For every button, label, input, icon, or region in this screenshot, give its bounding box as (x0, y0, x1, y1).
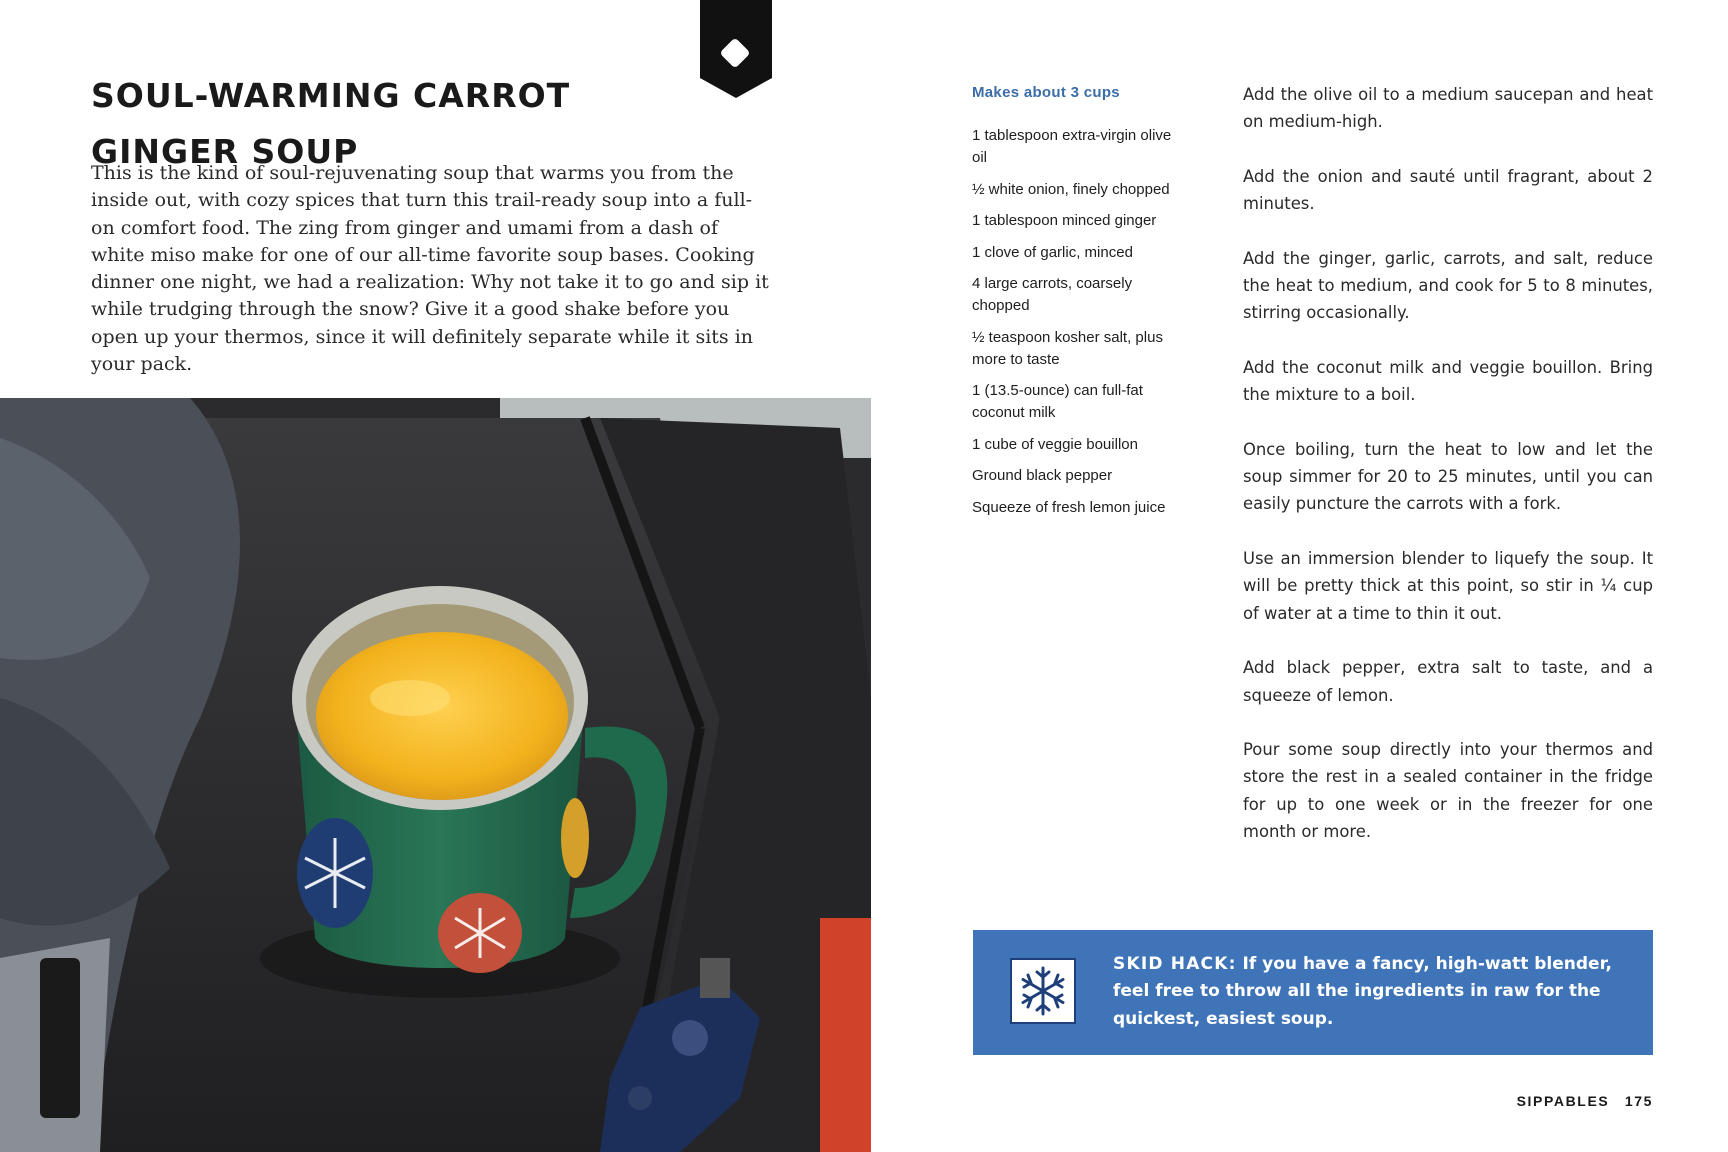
method-step: Add the coconut milk and veggie bouillon. Bring the mixture to a boil. (1243, 357, 1653, 405)
method-step: Once boiling, turn the heat to low and let the soup simmer for 20 to 25 minutes, until you can easily puncture the carrots with a fork. (1243, 439, 1653, 514)
soup-mug-photo (0, 398, 871, 1152)
snowflake-icon (1010, 958, 1076, 1024)
recipe-intro: This is the kind of soul-rejuvenating soup that warms you from the inside out, with cozy spices that turn this trail-ready soup into a full-on comfort food. The zing from ginger and umami from a dash of white miso make for one of our all-time favorite soup bases. Cooking dinner one night, we had a realization: Why not take it to go and sip it while trudging through the snow? Give it a good shake before you open up your thermos, since it will definitely separate while it sits in your pack. (91, 162, 769, 376)
ingredient-item: 1 tablespoon minced ginger (972, 212, 1157, 229)
recipe-title-line-2: GINGER SOUP (91, 132, 359, 171)
ingredient-item: ½ white onion, finely chopped (972, 180, 1170, 198)
method-step: Pour some soup directly into your thermos and store the rest in a sealed container in the fridge for up to one week or in the freezer for one month or more. (1243, 740, 1653, 842)
skid-hack-label: SKID HACK: (1113, 954, 1237, 974)
method-step: Use an immersion blender to liquefy the soup. It will be pretty thick at this point, so stir in ¼ cup of water at a time to thin it out. (1243, 549, 1653, 623)
ingredient-item: 1 clove of garlic, minced (972, 243, 1133, 261)
method-steps (1243, 81, 1653, 873)
recipe-yield: Makes about 3 cups (972, 84, 1120, 101)
page-footer (1517, 1093, 1653, 1109)
skid-hack-body: If you have a fancy, high-watt blender, feel free to throw all the ingredients in raw for the quickest, easiest soup. (1113, 954, 1612, 1029)
ingredient-item: ½ teaspoon kosher salt, plus more to taste (972, 328, 1163, 368)
method-step: Add the olive oil to a medium saucepan and heat on medium-high. (1243, 85, 1653, 132)
ingredient-list (972, 125, 1172, 528)
recipe-title-line-1: SOUL-WARMING CARROT (91, 76, 571, 115)
ingredient-item: 1 cube of veggie bouillon (972, 435, 1138, 453)
ingredient-item: 1 tablespoon extra-virgin olive oil (972, 127, 1172, 166)
ingredient-item: 4 large carrots, coarsely chopped (972, 275, 1133, 314)
method-step: Add the onion and sauté until fragrant, about 2 minutes. (1243, 166, 1653, 214)
skid-hack-text (1113, 951, 1623, 1033)
ingredient-item: 1 (13.5-ounce) can full-fat coconut milk (972, 382, 1143, 421)
ingredient-item: Ground black pepper (972, 467, 1113, 484)
skid-hack-callout (973, 930, 1653, 1055)
footer-section: SIPPABLES (1516, 1093, 1610, 1109)
ingredient-item: Squeeze of fresh lemon juice (972, 498, 1166, 516)
page-number: 175 (1624, 1093, 1653, 1109)
method-step: Add black pepper, extra salt to taste, and a squeeze of lemon. (1243, 658, 1653, 705)
method-step: Add the ginger, garlic, carrots, and salt, reduce the heat to medium, and cook for 5 to 8 minutes, stirring occasionally. (1243, 248, 1653, 323)
